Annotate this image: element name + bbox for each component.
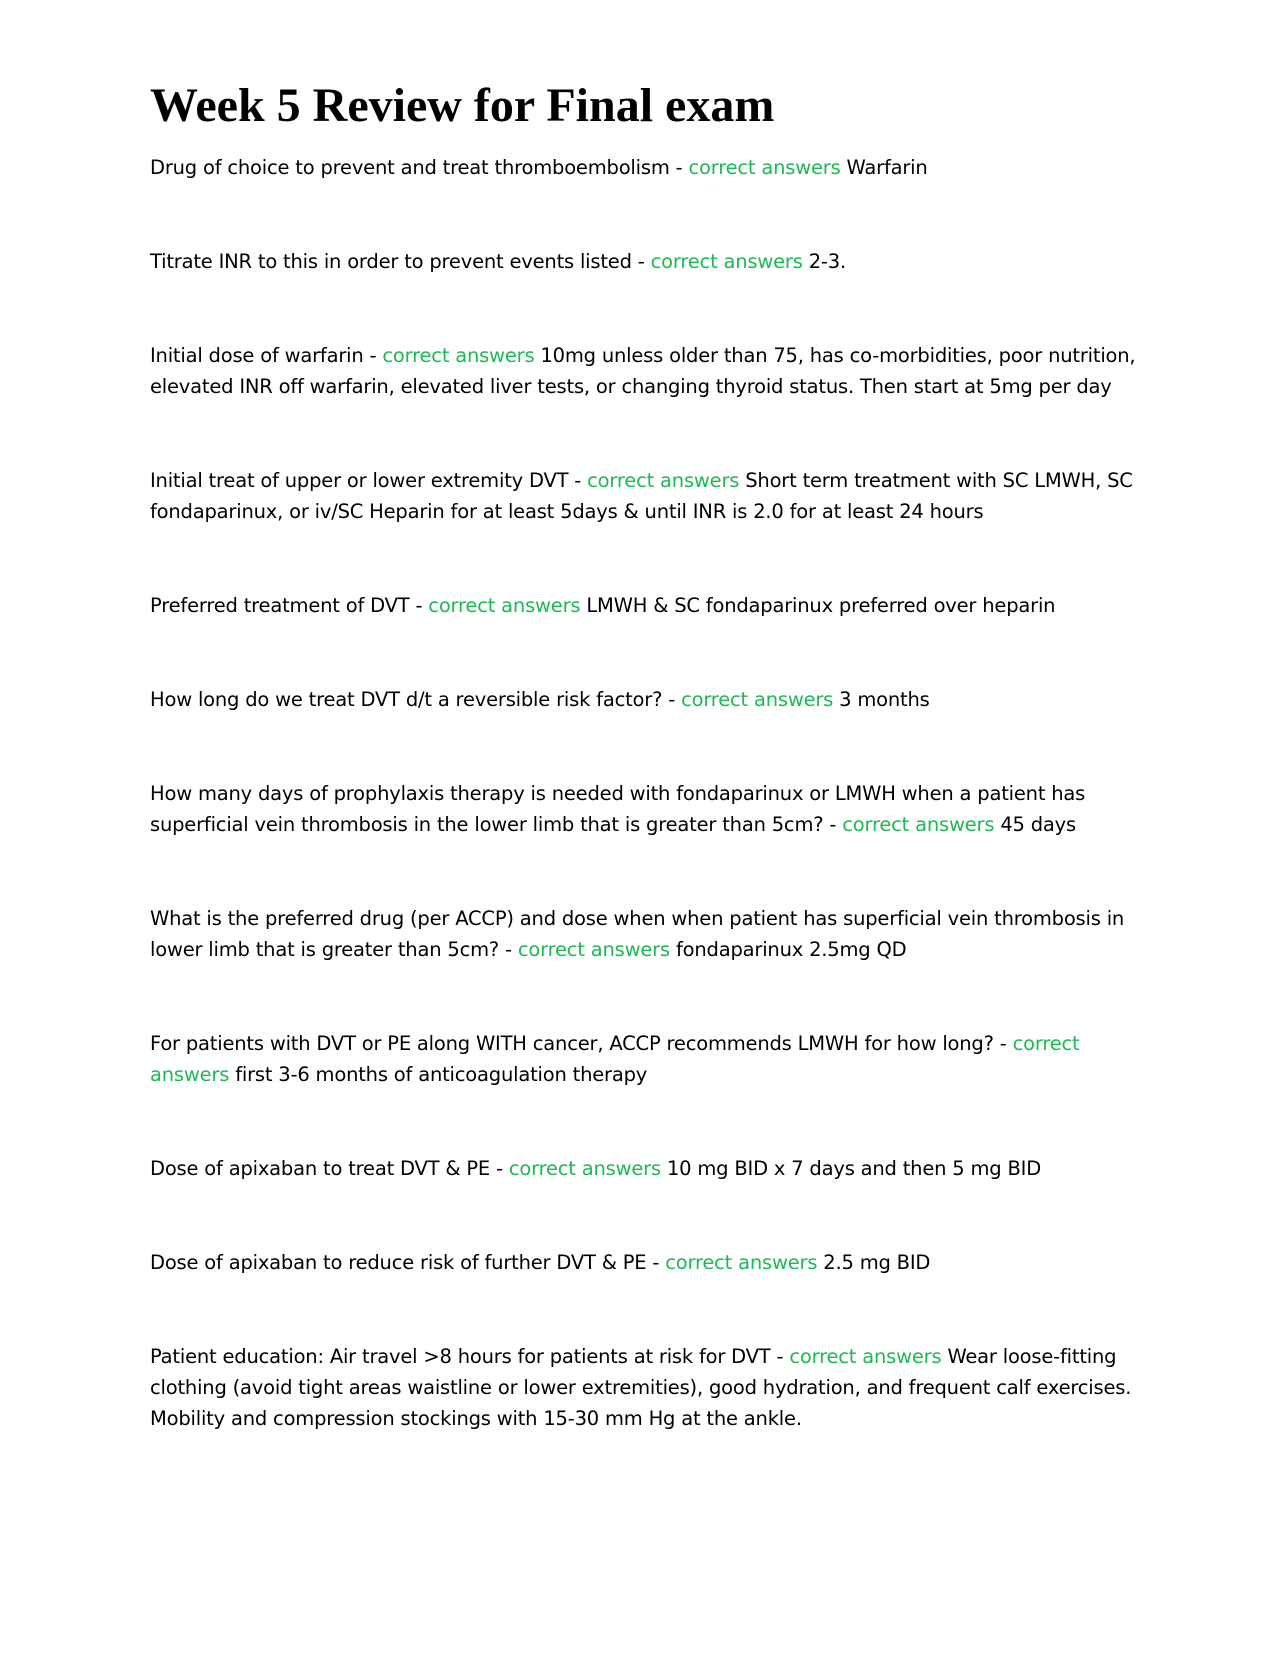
answer-text: 3 months — [839, 688, 930, 711]
separator: - — [499, 938, 518, 961]
answer-tag: correct answers — [789, 1345, 942, 1368]
question-text: Titrate INR to this in order to prevent events listed — [150, 250, 632, 273]
question-text: Drug of choice to prevent and treat thromboembolism — [150, 156, 670, 179]
answer-tag: correct answers — [842, 813, 995, 836]
answer-text: Wear loose-fitting clothing (avoid tight areas waistline or lower extremities), good hydration, and frequent calf exercises. Mobility and compression stockings with 15-30 mm Hg at the ankle. — [150, 1345, 1132, 1430]
question-text: Dose of apixaban to reduce risk of further DVT & PE — [150, 1251, 647, 1274]
qa-item — [150, 340, 1150, 402]
question-text: How long do we treat DVT d/t a reversible risk factor? — [150, 688, 663, 711]
qa-item — [150, 684, 1150, 715]
document-title: Week 5 Review for Final exam — [150, 79, 775, 132]
separator: - — [993, 1032, 1013, 1055]
answer-tag: correct answers — [681, 688, 834, 711]
qa-item — [150, 1247, 1150, 1278]
separator: - — [568, 469, 588, 492]
separator: - — [662, 688, 682, 711]
separator: - — [490, 1157, 509, 1180]
answer-text: Warfarin — [846, 156, 928, 179]
separator: - — [363, 344, 383, 367]
answer-tag: correct answers — [665, 1251, 818, 1274]
qa-item — [150, 1028, 1150, 1090]
question-text: What is the preferred drug (per ACCP) and dose when when patient has superficial vein thrombosis in lower limb that is greater than 5cm? — [150, 907, 1125, 961]
question-text: Initial dose of warfarin — [150, 344, 364, 367]
separator: - — [646, 1251, 666, 1274]
answer-tag: correct answers — [650, 250, 803, 273]
qa-item — [150, 778, 1150, 840]
separator: - — [770, 1345, 790, 1368]
answer-text: fondaparinux 2.5mg QD — [675, 938, 907, 961]
qa-item — [150, 1153, 1150, 1184]
answer-tag: correct answers — [508, 1157, 661, 1180]
question-text: For patients with DVT or PE along WITH cancer, ACCP recommends LMWH for how long? — [150, 1032, 994, 1055]
answer-tag: correct answers — [587, 469, 740, 492]
question-text: Patient education: Air travel >8 hours for patients at risk for DVT — [150, 1345, 771, 1368]
answer-tag: correct answers — [688, 156, 841, 179]
answer-tag: correct answers — [428, 594, 581, 617]
question-text: Dose of apixaban to treat DVT & PE — [150, 1157, 491, 1180]
question-text: Initial treat of upper or lower extremity DVT — [150, 469, 569, 492]
separator: - — [409, 594, 429, 617]
document-page — [150, 74, 1150, 1497]
answer-text: 45 days — [1000, 813, 1076, 836]
qa-item — [150, 590, 1150, 621]
question-text: Preferred treatment of DVT — [150, 594, 410, 617]
answer-text: 2.5 mg BID — [823, 1251, 931, 1274]
separator: - — [631, 250, 651, 273]
answer-text: 10 mg BID x 7 days and then 5 mg BID — [666, 1157, 1042, 1180]
answer-text: 10mg unless older than 75, has co-morbidities, poor nutrition, elevated INR off warfarin, elevated liver tests, or changing thyroid status. Then start at 5mg per day — [150, 344, 1136, 398]
answer-text: 2-3. — [808, 250, 846, 273]
answer-tag: correct answers — [382, 344, 535, 367]
qa-item — [150, 903, 1150, 965]
separator: - — [823, 813, 843, 836]
answer-text: LMWH & SC fondaparinux preferred over heparin — [586, 594, 1056, 617]
qa-item — [150, 1341, 1150, 1434]
separator: - — [669, 156, 689, 179]
answer-text: Short term treatment with SC LMWH, SC fondaparinux, or iv/SC Heparin for at least 5days & until INR is 2.0 for at least 24 hours — [150, 469, 1133, 523]
question-text: How many days of prophylaxis therapy is needed with fondaparinux or LMWH when a patient has superficial vein thrombosis in the lower limb that is greater than 5cm? — [150, 782, 1086, 836]
answer-text: first 3-6 months of anticoagulation therapy — [235, 1063, 648, 1086]
answer-tag: correct answers — [150, 1032, 1080, 1086]
qa-item — [150, 246, 1150, 277]
qa-item — [150, 465, 1150, 527]
answer-tag: correct answers — [517, 938, 670, 961]
qa-item — [150, 152, 1150, 183]
